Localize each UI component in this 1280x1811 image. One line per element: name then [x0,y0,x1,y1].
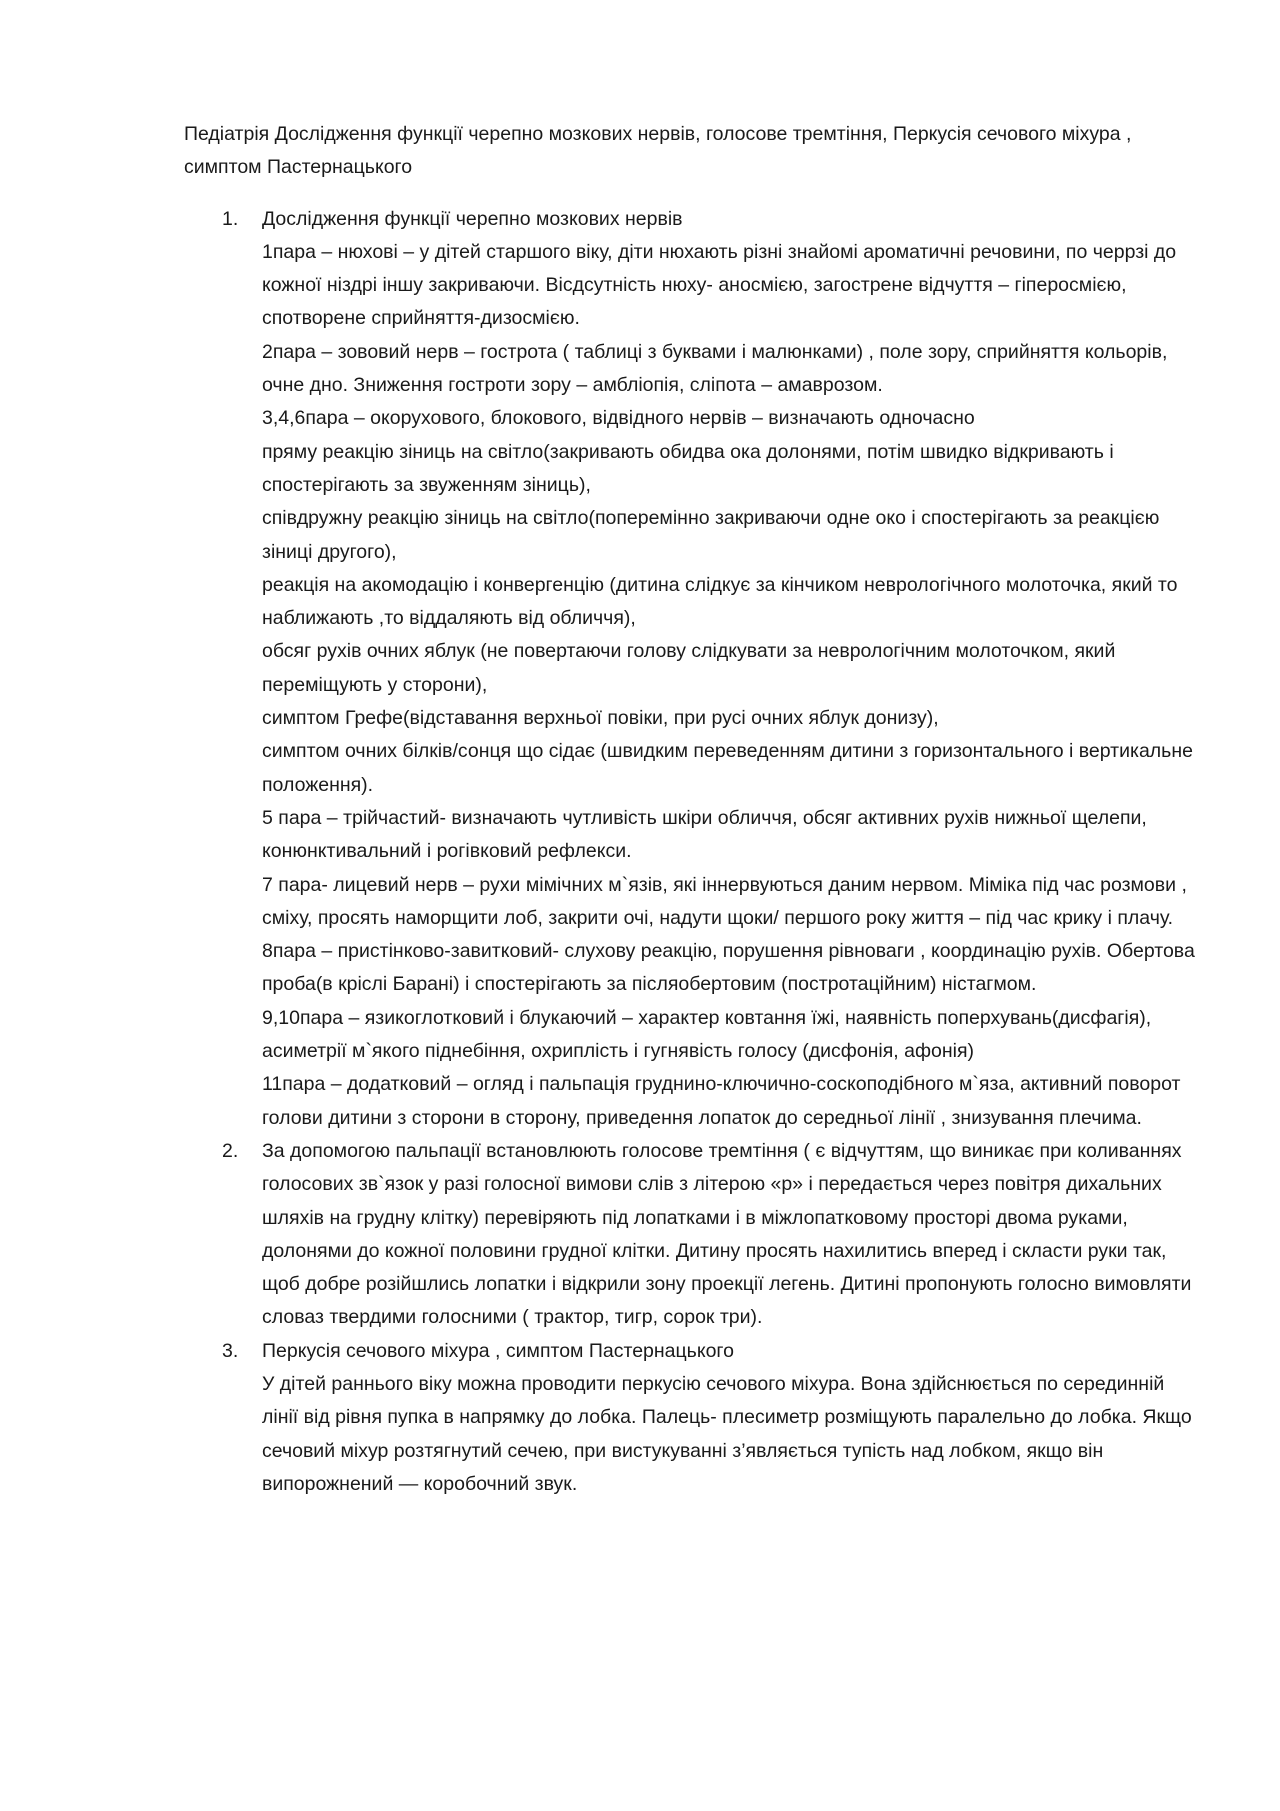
section-number: 2. [222,1139,239,1162]
paragraph: обсяг рухів очних яблук (не повертаючи голову слідкувати за неврологічним молоточком, який переміщують у сторони), [262,640,1116,696]
section-number: 3. [222,1339,239,1362]
paragraph: 8пара – пристінково-завитковий- слухову реакцію, порушення рівноваги , координацію рухів. Обертова проба(в кріслі Барані) і спостерігають за післяобертовим (постротаційним) ністагмом. [262,940,1195,996]
paragraph: За допомогою пальпації встановлюють голосове тремтіння ( є відчуттям, що виникає при коливаннях голосових зв`язок у разі голосної вимови слів з літерою «р» і передається через повітря дихальних шляхів на грудну клітку) перевіряють під лопатками і в міжлопатковому просторі двома руками, долонями до кожної половини грудної клітки. Дитину просять нахилитись вперед і скласти руки так, щоб добре розійшлись лопатки і відкрили зону проекції легень. Дитині пропонують голосно вимовляти словаз твердими голосними ( трактор, тигр, сорок три). [262,1139,1192,1329]
paragraph: співдружну реакцію зіниць на світло(поперемінно закриваючи одне око і спостерігають за реакцією зіниці другого), [262,507,1160,563]
section-number: 1. [222,207,239,230]
paragraph: 7 пара- лицевий нерв – рухи мімічних м`язів, які іннервуються даним нервом. Міміка під час розмови , сміху, просять наморщити лоб, закрити очі, надути щоки/ першого року життя – під час крику і плачу. [262,873,1187,929]
paragraph: 1пара – нюхові – у дітей старшого віку, діти нюхають різні знайомі ароматичні речовини, по черрзі до кожної ніздрі іншу закриваючи. Вісдсутність нюху- аносмією, загострене відчуття – гіперосмією, спотворене сприйняття-дизосмією. [262,240,1177,330]
section-body [262,1335,1204,1501]
section-heading: Перкусія сечового міхура , симптом Пастернацького [262,1339,734,1362]
paragraph: симптом очних білків/сонця що сідає (швидким переведенням дитини з горизонтального і вертикальне положення). [262,740,1193,796]
paragraph: 5 пара – трійчастий- визначають чутливість шкіри обличчя, обсяг активних рухів нижньої щелепи, конюнктивальний і рогівковий рефлекси. [262,806,1147,863]
document-title: Педіатрія Дослідження функції черепно мозкових нервів, голосове тремтіння, Перкусія сечового міхура , симптом Пастернацького [184,123,1132,179]
paragraph: реакція на акомодацію і конвергенцію (дитина слідкує за кінчиком неврологічного молоточка, який то наближають ,то віддаляють від обличчя), [262,573,1178,630]
sections-list [184,203,1204,1502]
section-2 [184,1135,1204,1335]
paragraph: пряму реакцію зіниць на світло(закривають обидва ока долонями, потім швидко відкривають і спостерігають за звуженням зіниць), [262,440,1114,496]
section-heading: Дослідження функції черепно мозкових нервів [262,207,683,230]
document-page [184,118,1204,1501]
section-body [262,1135,1204,1335]
section-1 [184,203,1204,1135]
paragraph: 9,10пара – язикоглотковий і блукаючий – характер ковтання їжі, наявність поперхувань(дисфагія), асиметрії м`якого піднебіння, охриплість і гугнявість голосу (дисфонія, афонія) [262,1006,1152,1063]
paragraph: 2пара – зововий нерв – гострота ( таблиці з буквами і малюнками) , поле зору, сприйняття кольорів, очне дно. Зниження гостроти зору – амбліопія, сліпота – амаврозом. [262,340,1168,397]
paragraph: 11пара – додатковий – огляд і пальпація груднино-ключично-соскоподібного м`яза, активний поворот голови дитини з сторони в сторону, приведення лопаток до середньої лінії , знизування плечима. [262,1073,1181,1129]
paragraph: 3,4,6пара – окорухового, блокового, відвідного нервів – визначають одночасно [262,407,975,430]
paragraph: симптом Грефе(відставання верхньої повіки, при русі очних яблук донизу), [262,707,939,730]
paragraph: У дітей раннього віку можна проводити перкусію сечового міхура. Вона здійснюється по серединній лінії від рівня пупка в напрямку до лобка. Палець- плесиметр розміщують паралельно до лобка. Якщо сечовий міхур розтягнутий сечею, при вистукуванні з’являється тупість над лобком, якщо він випорожнений — коробочний звук. [262,1372,1192,1495]
section-3 [184,1335,1204,1501]
section-body [262,203,1204,1135]
